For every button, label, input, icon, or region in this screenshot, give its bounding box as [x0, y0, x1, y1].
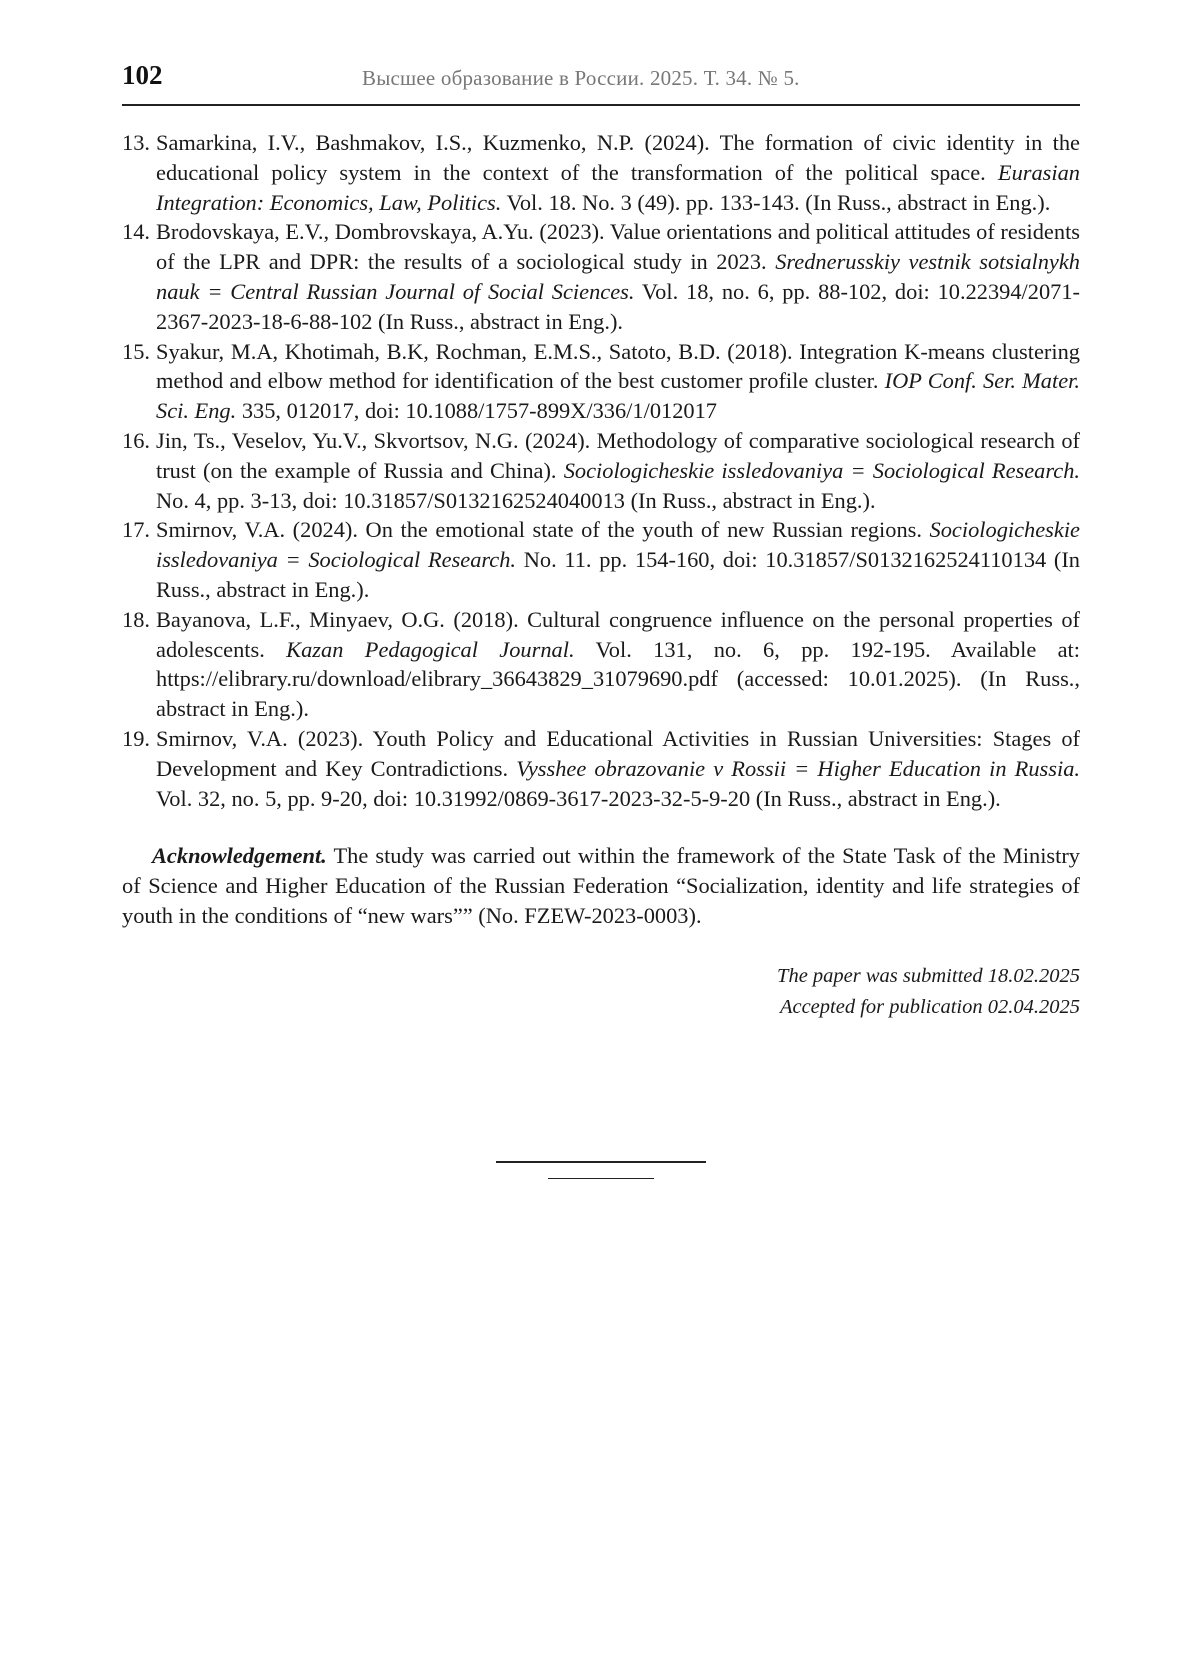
- reference-source: IOP Conf. Ser. Mater. Sci. Eng.: [156, 368, 1080, 424]
- reference-source: Vysshee obrazovanie v Rossii = Higher Education in Russia.: [516, 755, 1080, 781]
- reference-source: Sociologicheskie issledovaniya = Sociological Research.: [563, 457, 1080, 483]
- reference-details: Vol. 131, no. 6, pp. 192-195. Available at: https://elibrary.ru/download/elibrary_36643829_31079690.pdf (accessed: 10.01.2025). (In Russ., abstract in Eng.).: [156, 636, 1080, 722]
- reference-text: Smirnov, V.A. (2023). Youth Policy and Educational Activities in Russian Universities: Stages of Development and Key Contradictions.: [156, 725, 1080, 781]
- page-header: [122, 58, 1080, 106]
- page: [122, 58, 1080, 1023]
- reference-text: Smirnov, V.A. (2024). On the emotional state of the youth of new Russian regions.: [156, 517, 930, 543]
- reference-text: Jin, Ts., Veselov, Yu.V., Skvortsov, N.G. (2024). Methodology of comparative sociological research of trust (on the example of Russia and China).: [156, 427, 1080, 483]
- running-title: Высшее образование в России. 2025. Т. 34. № 5.: [362, 66, 800, 90]
- reference-item: [122, 605, 1080, 724]
- publication-dates: [122, 961, 1080, 1023]
- reference-number: 16.: [122, 427, 150, 453]
- reference-source: Kazan Pedagogical Journal.: [286, 636, 575, 662]
- reference-number: 18.: [122, 606, 150, 632]
- reference-number: 14.: [122, 219, 150, 245]
- reference-number: 19.: [122, 725, 150, 751]
- reference-text: Bayanova, L.F., Minyaev, O.G. (2018). Cultural congruence influence on the personal properties of adolescents.: [156, 606, 1080, 662]
- submitted-date: The paper was submitted 18.02.2025: [777, 964, 1080, 987]
- reference-text: Samarkina, I.V., Bashmakov, I.S., Kuzmenko, N.P. (2024). The formation of civic identity in the educational policy system in the context of the transformation of the political space.: [156, 130, 1080, 185]
- page-number: 102: [122, 60, 163, 90]
- reference-source: Eurasian Integration: Economics, Law, Politics.: [156, 159, 1080, 215]
- reference-source: Sociologicheskie issledovaniya = Sociological Research.: [156, 517, 1080, 573]
- reference-details: Vol. 18, no. 6, pp. 88-102, doi: 10.22394/2071-2367-2023-18-6-88-102 (In Russ., abstract in Eng.).: [156, 278, 1081, 334]
- end-rule-long: [496, 1161, 706, 1163]
- reference-details: No. 4, pp. 3-13, doi: 10.31857/S0132162524040013 (In Russ., abstract in Eng.).: [156, 487, 876, 513]
- end-rule-short: [548, 1178, 654, 1179]
- reference-item: [122, 217, 1080, 336]
- reference-number: 15.: [122, 338, 150, 364]
- reference-number: 13.: [122, 130, 150, 155]
- reference-item: [122, 426, 1080, 515]
- reference-details: Vol. 18. No. 3 (49). pp. 133-143. (In Russ., abstract in Eng.).: [501, 189, 1051, 215]
- reference-item: [122, 515, 1080, 604]
- accepted-date: Accepted for publication 02.04.2025: [779, 995, 1080, 1018]
- reference-text: Brodovskaya, E.V., Dombrovskaya, A.Yu. (2023). Value orientations and political attitudes of residents of the LPR and DPR: the results of a sociological study in 2023.: [156, 219, 1080, 275]
- reference-text: Syakur, M.A, Khotimah, B.K, Rochman, E.M.S., Satoto, B.D. (2018). Integration K-means clustering method and elbow method for identification of the best customer profile cluster.: [156, 338, 1080, 394]
- acknowledgement-text: The study was carried out within the framework of the State Task of the Ministry of Science and Higher Education of the Russian Federation “Socialization, identity and life strategies of youth in the conditions of “new wars”” (No. FZEW-2023-0003).: [122, 843, 1080, 928]
- reference-item: [122, 724, 1080, 813]
- reference-item: [122, 128, 1080, 217]
- reference-details: No. 11. pp. 154-160, doi: 10.31857/S0132162524110134 (In Russ., abstract in Eng.).: [156, 547, 1081, 602]
- reference-list: [122, 128, 1080, 813]
- acknowledgement: [122, 841, 1080, 930]
- reference-details: Vol. 32, no. 5, pp. 9-20, doi: 10.31992/0869-3617-2023-32-5-9-20 (In Russ., abstract in Eng.).: [156, 785, 1001, 811]
- reference-item: [122, 337, 1080, 426]
- reference-source: Srednerusskiy vestnik sotsialnykh nauk = Central Russian Journal of Social Sciences.: [156, 249, 1081, 304]
- acknowledgement-label: Acknowledgement.: [152, 843, 327, 869]
- reference-details: 335, 012017, doi: 10.1088/1757-899X/336/1/012017: [236, 398, 717, 424]
- reference-number: 17.: [122, 517, 150, 543]
